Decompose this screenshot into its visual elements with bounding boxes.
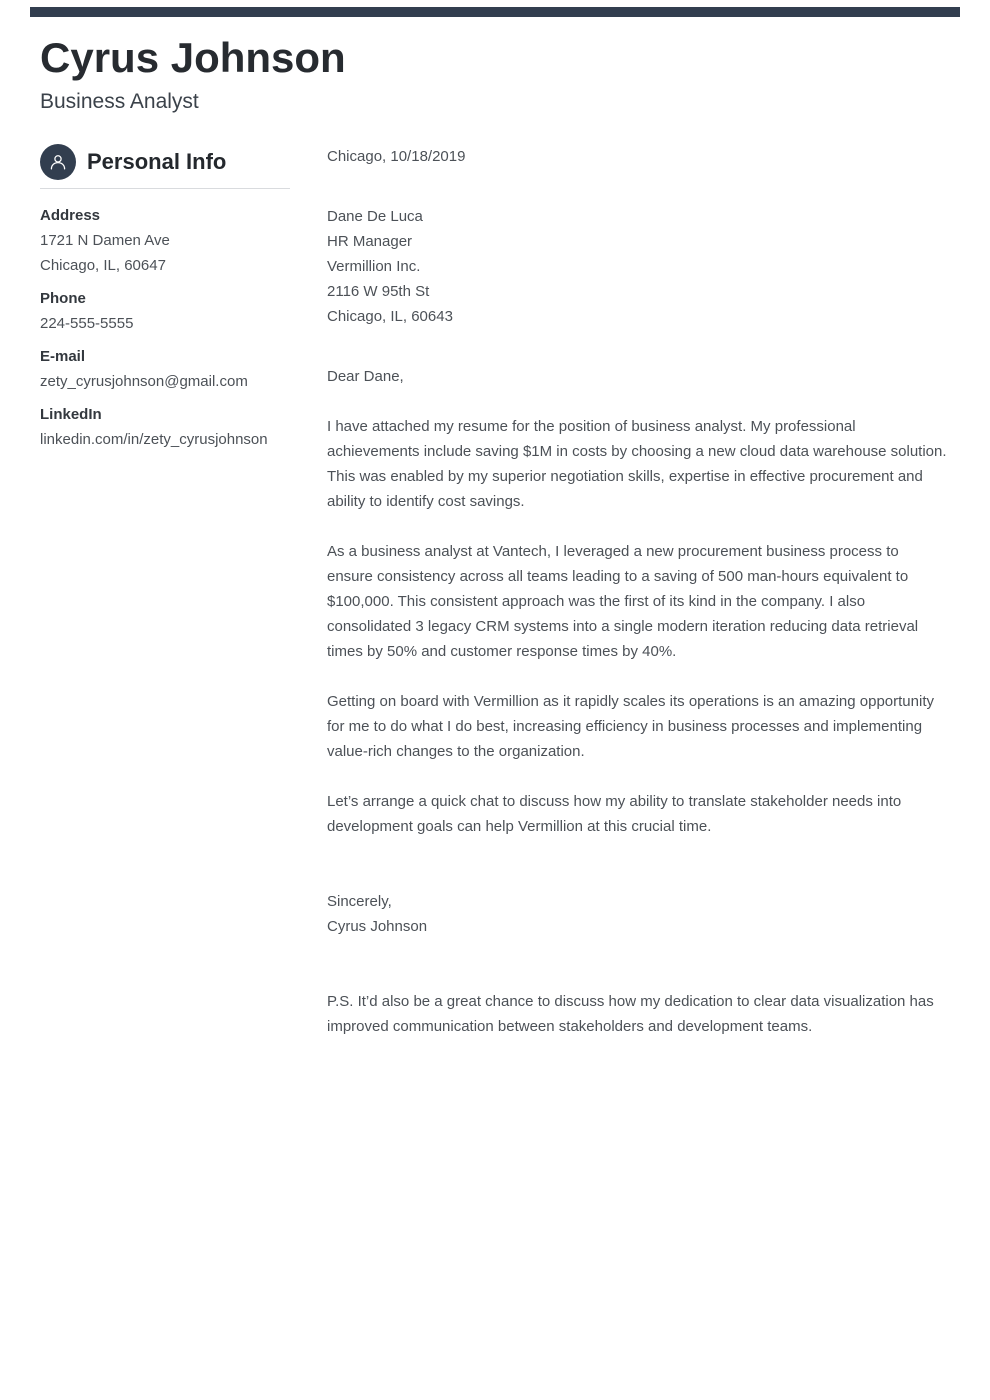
- content-columns: [0, 144, 990, 1039]
- recipient-line: Chicago, IL, 60643: [327, 308, 453, 325]
- info-label: E-mail: [40, 348, 86, 365]
- recipient-line: 2116 W 95th St: [327, 283, 430, 300]
- info-block-linkedin: [40, 402, 290, 452]
- recipient-block: [327, 204, 948, 329]
- info-label: Address: [40, 207, 101, 224]
- info-value: 1721 N Damen Ave: [40, 232, 170, 249]
- personal-info-sidebar: [40, 144, 290, 1039]
- recipient-line: Dane De Luca: [327, 208, 423, 225]
- top-accent-bar: [30, 7, 960, 17]
- date-line: Chicago, 10/18/2019: [327, 148, 466, 165]
- info-value: zety_cyrusjohnson@gmail.com: [40, 373, 248, 390]
- salutation: Dear Dane,: [327, 368, 404, 385]
- info-label: Phone: [40, 290, 86, 307]
- job-title: Business Analyst: [40, 90, 199, 113]
- paragraph: Let’s arrange a quick chat to discuss how my ability to translate stakeholder needs into development goals can help Vermillion at this crucial time.: [327, 793, 902, 835]
- header: [40, 0, 950, 116]
- personal-info-header: [40, 144, 290, 180]
- signature-name: Cyrus Johnson: [327, 918, 428, 935]
- signature-block: [327, 889, 948, 939]
- recipient-line: Vermillion Inc.: [327, 258, 421, 275]
- info-label: LinkedIn: [40, 406, 102, 423]
- postscript: P.S. It’d also be a great chance to discuss how my dedication to clear data visualization has improved communication between stakeholders and development teams.: [327, 993, 934, 1035]
- closing: Sincerely,: [327, 893, 392, 910]
- letter-body: [327, 144, 948, 1039]
- section-title: Personal Info: [87, 149, 227, 174]
- info-block-address: [40, 203, 290, 278]
- sidebar-divider: [40, 188, 290, 189]
- paragraph: Getting on board with Vermillion as it rapidly scales its operations is an amazing opportunity for me to do what I do best, increasing efficiency in business processes and implementing value-rich changes to the organization.: [327, 693, 934, 760]
- paragraph: As a business analyst at Vantech, I leveraged a new procurement business process to ensure consistency across all teams leading to a saving of 500 man-hours equivalent to $100,000. This consistent approach was the first of its kind in the company. I also consolidated 3 legacy CRM systems into a single modern iteration reducing data retrieval times by 50% and customer response times by 40%.: [327, 543, 919, 660]
- recipient-line: HR Manager: [327, 233, 413, 250]
- page-title: Cyrus Johnson: [40, 34, 346, 81]
- info-value: linkedin.com/in/zety_cyrusjohnson: [40, 431, 268, 448]
- person-icon: [40, 144, 76, 180]
- info-block-email: [40, 344, 290, 394]
- paragraph: I have attached my resume for the position of business analyst. My professional achievements include saving $1M in costs by choosing a new cloud data warehouse solution. This was enabled by my superior negotiation skills, expertise in effective procurement and ability to identify cost savings.: [327, 418, 947, 510]
- info-value: Chicago, IL, 60647: [40, 257, 166, 274]
- info-value: 224-555-5555: [40, 315, 134, 332]
- info-block-phone: [40, 286, 290, 336]
